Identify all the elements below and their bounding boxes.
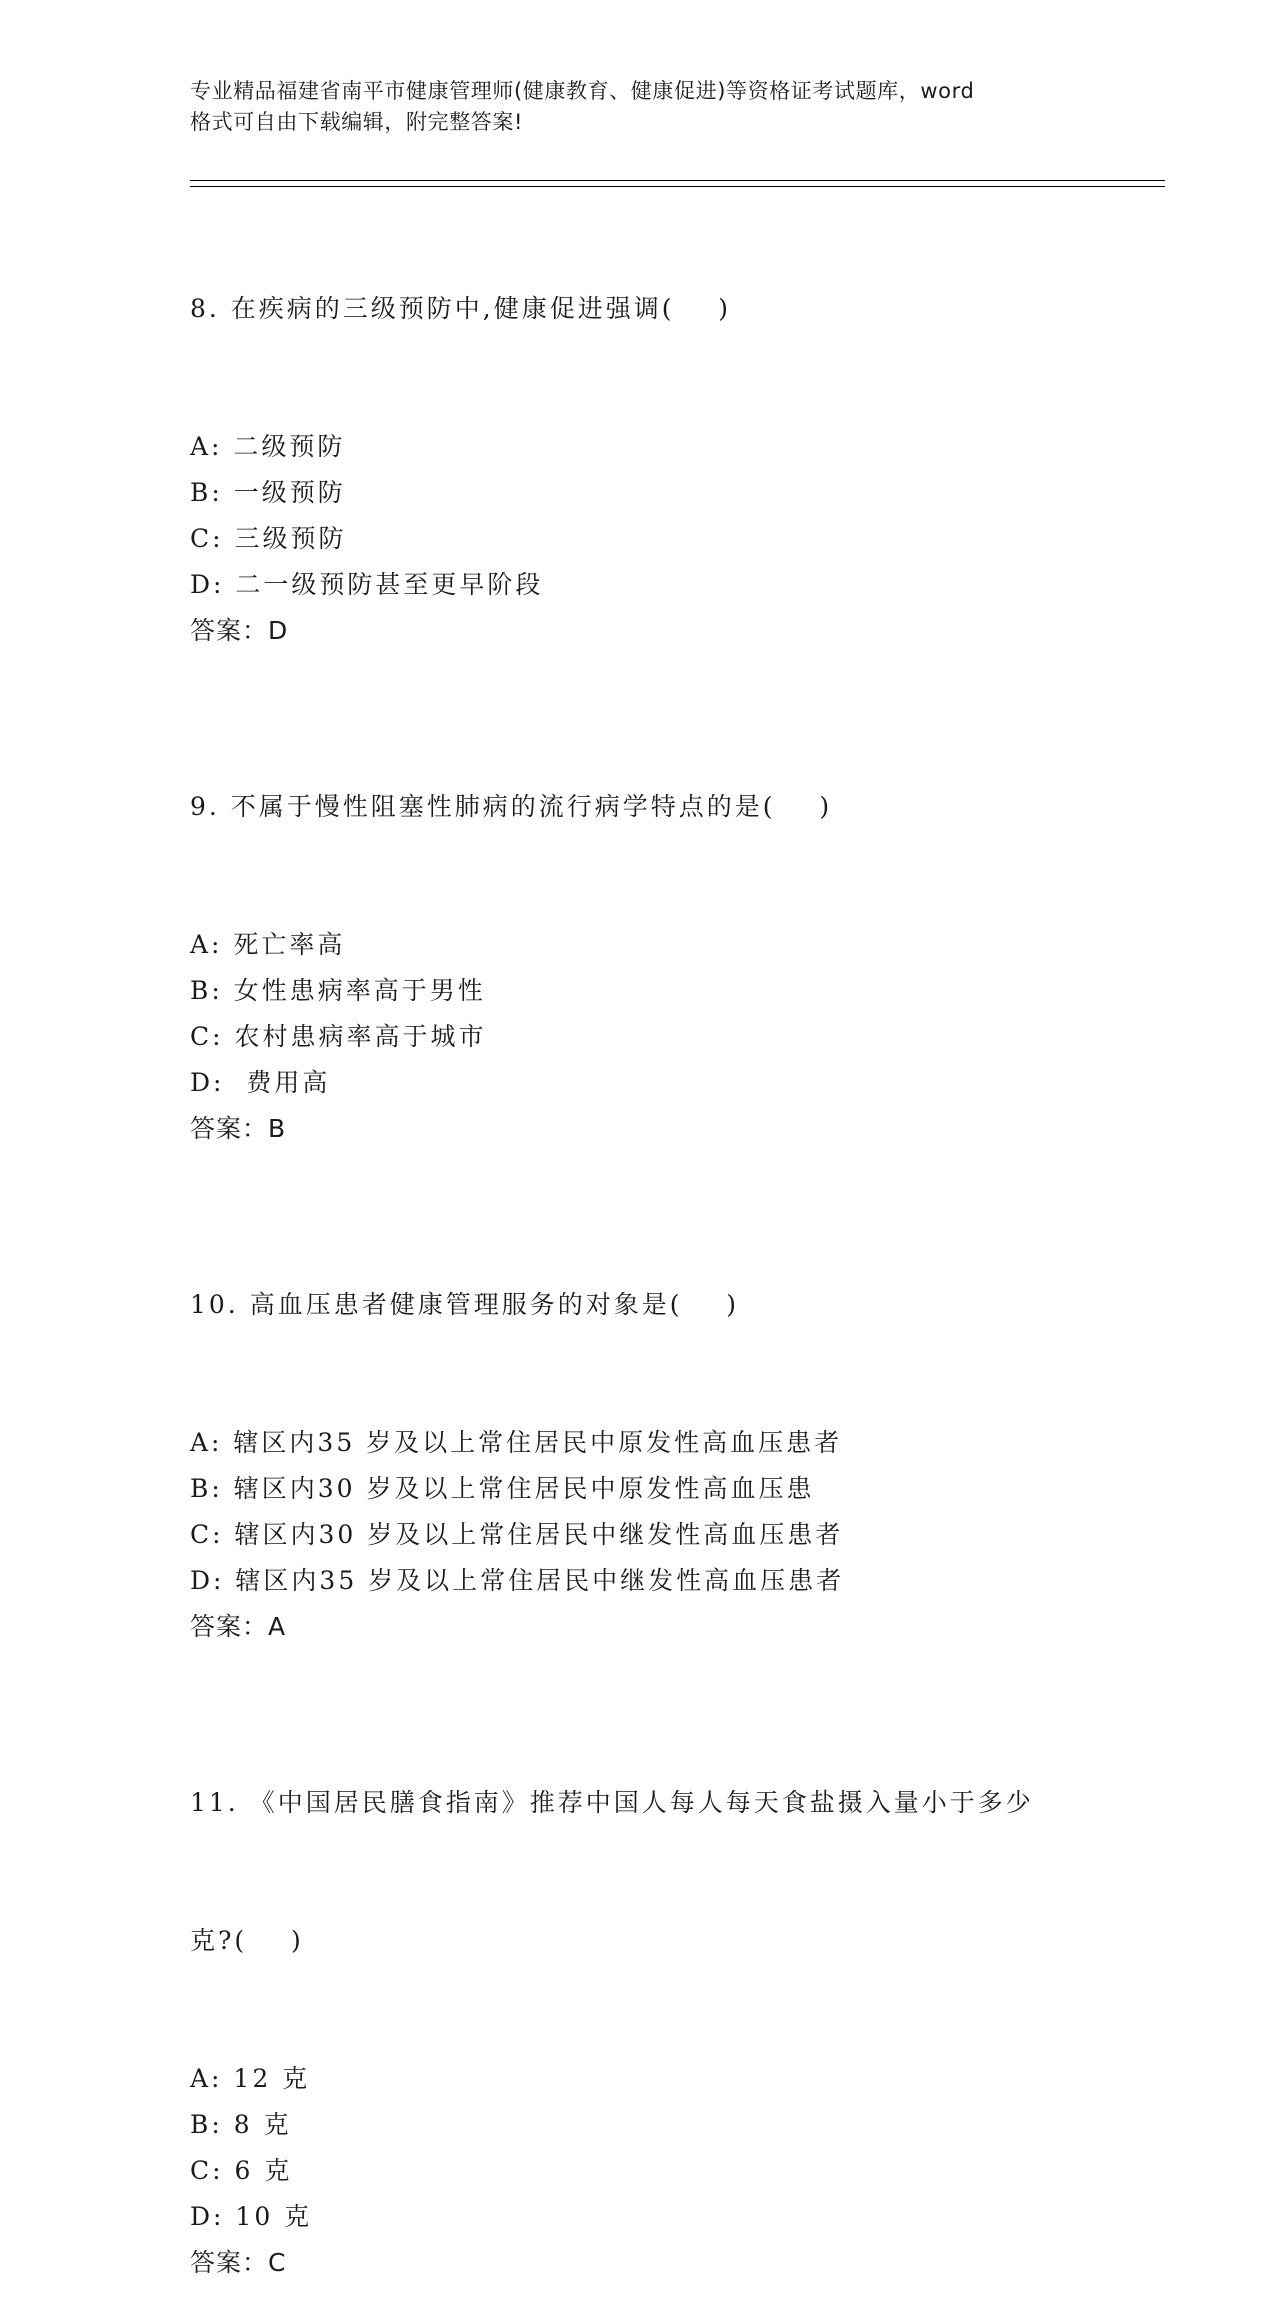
option-d: D: 辖区内35 岁及以上常住居民中继发性高血压患者 <box>190 1566 845 1595</box>
question-stem <box>190 692 1110 922</box>
question-stem <box>190 194 1110 424</box>
option-b: B: 女性患病率高于男性 <box>190 976 486 1005</box>
option-c: C: 6 克 <box>190 2156 293 2185</box>
question-10 <box>190 1190 1110 1650</box>
document-header <box>190 76 1090 138</box>
option-b: B: 一级预防 <box>190 478 346 507</box>
question-stem-line: 8. 在疾病的三级预防中,健康促进强调( ) <box>190 294 732 323</box>
option-c: C: 辖区内30 岁及以上常住居民中继发性高血压患者 <box>190 1520 844 1549</box>
option-a: A: 死亡率高 <box>190 930 346 959</box>
answer-label: 答案：C <box>190 2248 287 2277</box>
option-c: C: 三级预防 <box>190 524 347 553</box>
option-b: B: 辖区内30 岁及以上常住居民中原发性高血压患 <box>190 1474 815 1503</box>
question-9 <box>190 692 1110 1152</box>
question-stem <box>190 1190 1110 1420</box>
header-divider-bottom <box>190 186 1165 187</box>
option-c: C: 农村患病率高于城市 <box>190 1022 487 1051</box>
question-list <box>190 194 1110 2324</box>
question-stem-line: 9. 不属于慢性阻塞性肺病的流行病学特点的是( ) <box>190 792 833 821</box>
answer-label: 答案：B <box>190 1114 287 1143</box>
option-a: A: 辖区内35 岁及以上常住居民中原发性高血压患者 <box>190 1428 843 1457</box>
question-8 <box>190 194 1110 654</box>
question-stem <box>190 1688 1110 2056</box>
question-stem-line: 克?( ) <box>190 1926 304 1955</box>
header-line-1: 专业精品福建省南平市健康管理师(健康教育、健康促进)等资格证考试题库，word <box>190 79 975 103</box>
question-stem-line: 11. 《中国居民膳食指南》推荐中国人每人每天食盐摄入量小于多少 <box>190 1788 1034 1817</box>
answer-label: 答案：D <box>190 616 289 645</box>
question-11 <box>190 1688 1110 2286</box>
option-d: D: 二一级预防甚至更早阶段 <box>190 570 544 599</box>
option-a: A: 12 克 <box>190 2064 311 2093</box>
option-d: D: 10 克 <box>190 2202 313 2231</box>
question-stem-line: 10. 高血压患者健康管理服务的对象是( ) <box>190 1290 740 1319</box>
option-b: B: 8 克 <box>190 2110 292 2139</box>
option-d: D: 费用高 <box>190 1068 331 1097</box>
header-divider-top <box>190 180 1165 181</box>
answer-label: 答案：A <box>190 1612 287 1641</box>
header-line-2: 格式可自由下载编辑，附完整答案! <box>190 110 524 134</box>
option-a: A: 二级预防 <box>190 432 346 461</box>
